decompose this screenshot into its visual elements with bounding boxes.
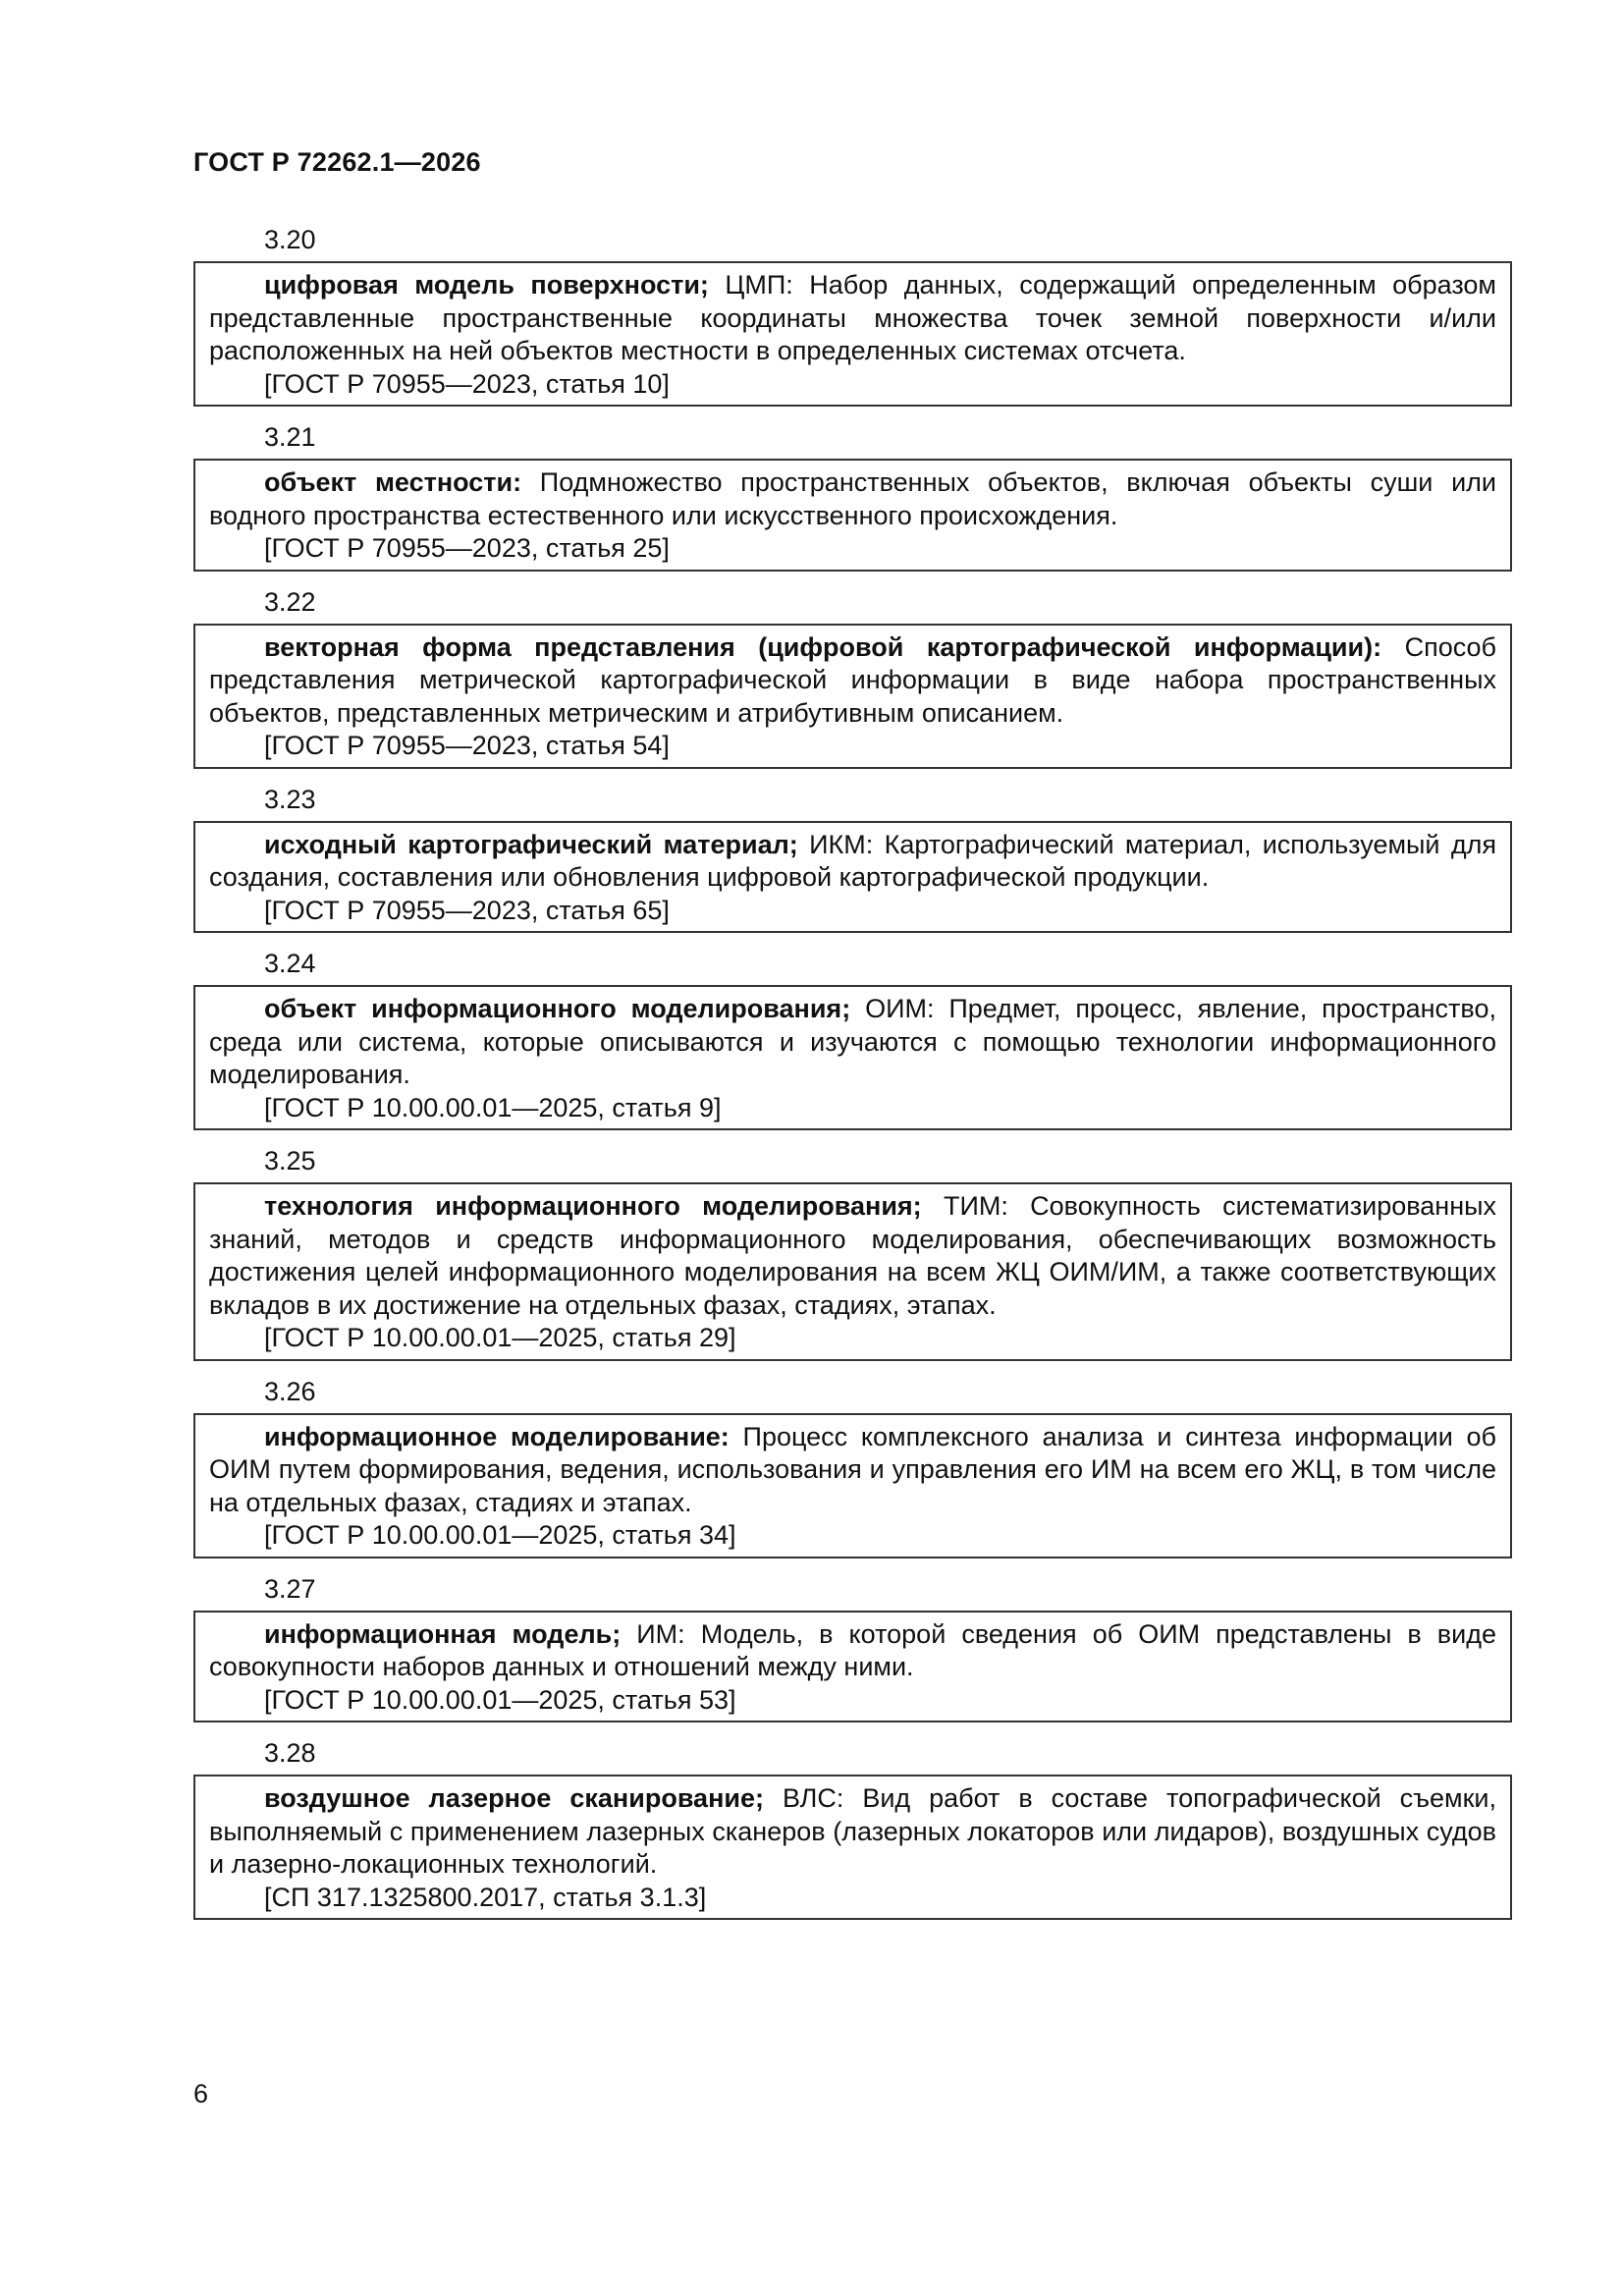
term-definition-paragraph	[209, 269, 1496, 368]
term-source-reference: [ГОСТ Р 70955—2023, статья 25]	[264, 533, 670, 563]
term-definition-text: Способ представления метрической картографической информации в виде набора пространственных объектов, представленных метрическим и атрибутивным описанием.	[209, 631, 1496, 728]
term-source-reference: [СП 317.1325800.2017, статья 3.1.3]	[264, 1882, 707, 1912]
term-definition-box	[193, 1775, 1512, 1920]
document-header: ГОСТ Р 72262.1—2026	[193, 147, 481, 177]
term-title: цифровая модель поверхности;	[264, 270, 709, 300]
term-entry	[193, 1571, 1512, 1723]
term-definition-text: ТИМ: Совокупность систематизированных знаний, методов и средств информационного моделирования, обеспечивающих возможность достижения целей информационного моделирования на всем ЖЦ ОИМ/ИМ, а также соответствующих вкладов в их достижение на отдельных фазах, стадиях, этапах.	[209, 1191, 1497, 1320]
term-definition-text: ИМ: Модель, в которой сведения об ОИМ представлены в виде совокупности наборов данных и отношений между ними.	[209, 1618, 1497, 1681]
term-source-reference: [ГОСТ Р 70955—2023, статья 65]	[264, 895, 670, 925]
term-number: 3.20	[264, 225, 316, 254]
term-definition-paragraph	[209, 1421, 1496, 1520]
term-title: информационная модель;	[264, 1618, 622, 1649]
term-definition-paragraph	[209, 466, 1496, 532]
term-definition-text: Подмножество пространственных объектов, включая объекты суши или водного пространства естественного или искусственного происхождения.	[209, 467, 1496, 530]
term-entry	[193, 1735, 1512, 1920]
term-definition-paragraph	[209, 1618, 1496, 1684]
term-source-reference: [ГОСТ Р 70955—2023, статья 54]	[264, 731, 670, 760]
term-definition-box	[193, 821, 1512, 934]
term-title: информационное моделирование:	[264, 1421, 730, 1451]
term-title: технология информационного моделирования;	[264, 1191, 922, 1221]
term-entry	[193, 419, 1512, 572]
term-title: объект информационного моделирования;	[264, 994, 851, 1023]
term-definition-box	[193, 1182, 1512, 1361]
term-number: 3.26	[264, 1376, 316, 1406]
term-entry	[193, 222, 1512, 407]
term-number: 3.22	[264, 586, 316, 617]
page-number: 6	[193, 2079, 209, 2108]
term-number: 3.25	[264, 1146, 316, 1175]
term-entry	[193, 1143, 1512, 1361]
term-title: объект местности:	[264, 467, 522, 497]
term-number: 3.21	[264, 422, 316, 452]
term-title: векторная форма представления (цифровой картографической информации):	[264, 631, 1382, 662]
term-definition-box	[193, 985, 1512, 1130]
term-definition-text: ВЛС: Вид работ в составе топографической съемки, выполняемый с применением лазерных сканеров (лазерных локаторов или лидаров), воздушных судов и лазерно-локационных технологий.	[209, 1783, 1497, 1879]
term-definition-text: ИКМ: Картографический материал, используемый для создания, составления или обновления цифровой картографической продукции.	[209, 829, 1496, 892]
term-definition-box	[193, 459, 1512, 572]
term-entry	[193, 782, 1512, 934]
term-number: 3.27	[264, 1573, 316, 1604]
term-title: исходный картографический материал;	[264, 829, 798, 859]
term-source-reference: [ГОСТ Р 70955—2023, статья 10]	[264, 368, 670, 399]
term-definition-box	[193, 1413, 1512, 1558]
term-source-reference: [ГОСТ Р 10.00.00.01—2025, статья 53]	[264, 1684, 736, 1715]
term-number: 3.28	[264, 1738, 316, 1768]
term-definition-paragraph	[209, 1190, 1496, 1322]
term-definition-box	[193, 1611, 1512, 1723]
term-definition-paragraph	[209, 993, 1496, 1092]
term-definition-paragraph	[209, 829, 1496, 895]
terms-list	[193, 222, 1512, 1933]
term-number: 3.23	[264, 784, 316, 814]
term-source-reference: [ГОСТ Р 10.00.00.01—2025, статья 34]	[264, 1520, 736, 1550]
term-title: воздушное лазерное сканирование;	[264, 1783, 764, 1813]
term-entry	[193, 584, 1512, 769]
term-definition-box	[193, 624, 1512, 769]
term-source-reference: [ГОСТ Р 10.00.00.01—2025, статья 29]	[264, 1323, 736, 1352]
term-definition-text: Процесс комплексного анализа и синтеза информации об ОИМ путем формирования, ведения, использования и управления его ИМ на всем его ЖЦ, в том числе на отдельных фазах, стадиях и этапах.	[209, 1421, 1496, 1517]
term-definition-text: ОИМ: Предмет, процесс, явление, пространство, среда или система, которые описываются и изучаются с помощью технологии информационного моделирования.	[209, 994, 1496, 1089]
term-source-reference: [ГОСТ Р 10.00.00.01—2025, статья 9]	[264, 1092, 722, 1122]
term-definition-paragraph	[209, 1782, 1496, 1882]
term-entry	[193, 946, 1512, 1130]
term-definition-text: ЦМП: Набор данных, содержащий определенным образом представленные пространственные координаты множества точек земной поверхности и/или расположенных на ней объектов местности в определенных системах отсчета.	[209, 270, 1496, 365]
term-definition-paragraph	[209, 631, 1496, 731]
term-number: 3.24	[264, 949, 316, 978]
term-entry	[193, 1374, 1512, 1558]
term-definition-box	[193, 261, 1512, 407]
